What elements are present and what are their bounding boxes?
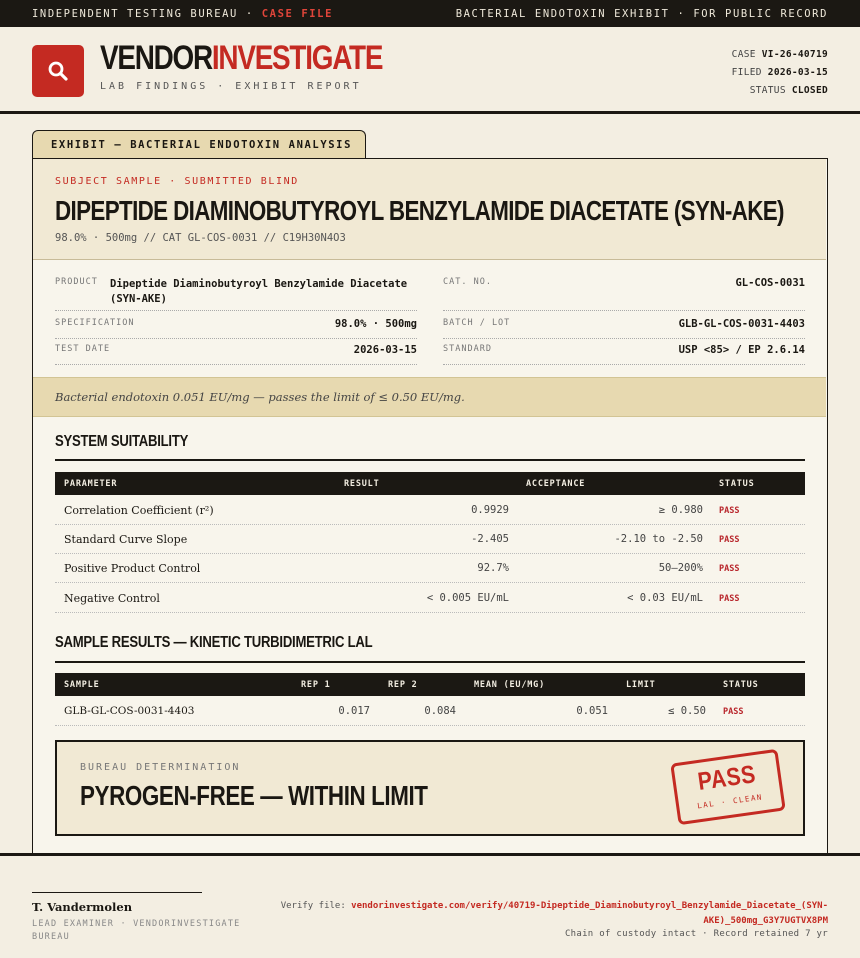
table-row: Negative Control < 0.005 EU/mL < 0.03 EU/mL PASS (55, 584, 805, 613)
status-badge: PASS (719, 564, 740, 574)
topbar-right: BACTERIAL ENDOTOXIN EXHIBIT · FOR PUBLIC RECORD (455, 8, 828, 20)
detail-batch: BATCH / LOT GLB-GL-COS-0031-4403 (443, 318, 805, 340)
verify-label: Verify file: (280, 901, 346, 911)
exhibit-panel (32, 158, 828, 854)
logo[interactable] (32, 45, 84, 97)
col-rep2: REP 2 (388, 680, 418, 690)
top-bar (0, 0, 860, 27)
exhibit-tab: EXHIBIT — BACTERIAL ENDOTOXIN ANALYSIS (32, 130, 366, 159)
case-number: CASE VI-26-40719 (731, 49, 828, 60)
case-meta (732, 46, 828, 100)
test-date-value: 2026-03-15 (353, 344, 417, 356)
determination-value: PYROGEN-FREE — WITHIN LIMIT (80, 780, 428, 811)
subject-specline: 98.0% · 500mg // CAT GL-COS-0031 // C19H30N4O3 (55, 232, 346, 244)
status-badge: PASS (719, 506, 740, 516)
standard-value: USP <85> / EP 2.6.14 (678, 344, 805, 356)
col-sample: SAMPLE (64, 680, 100, 690)
suitability-table-header (55, 472, 805, 495)
col-parameter: PARAMETER (64, 479, 118, 489)
subject-block (33, 159, 826, 260)
table-row: Positive Product Control 92.7% 50–200% PASS (55, 554, 805, 583)
col-mean: MEAN (EU/MG) (474, 680, 546, 690)
case-status: STATUS CLOSED (749, 85, 828, 96)
sample-table-header (55, 673, 805, 696)
status-badge: PASS (719, 535, 740, 545)
verdict-banner (33, 377, 826, 417)
detail-test-date: TEST DATE 2026-03-15 (55, 344, 417, 366)
subject-title: DIPEPTIDE DIAMINOBUTYROYL BENZYLAMIDE DIACETATE (SYN-AKE) (55, 195, 784, 226)
col-status: STATUS (723, 680, 759, 690)
determination-label: BUREAU DETERMINATION (80, 762, 241, 773)
brand-subtitle: LAB FINDINGS · EXHIBIT REPORT (100, 81, 362, 92)
signature-line (32, 892, 202, 893)
sample-results-title: SAMPLE RESULTS — KINETIC TURBIDIMETRIC LAL (55, 634, 373, 651)
table-row: Correlation Coefficient (r²) 0.9929 ≥ 0.980 PASS (55, 496, 805, 525)
topbar-left: INDEPENDENT TESTING BUREAU · CASE FILE (32, 8, 334, 20)
header (0, 27, 860, 114)
custody-note: Chain of custody intact · Record retained 7 yr (564, 929, 828, 939)
col-acceptance: ACCEPTANCE (526, 479, 586, 489)
col-result: RESULT (344, 479, 380, 489)
status-badge: PASS (723, 707, 744, 717)
system-suitability-title: SYSTEM SUITABILITY (55, 433, 189, 450)
section-rule (55, 661, 805, 663)
detail-product: PRODUCT Dipeptide Diaminobutyroyl Benzylamide Diacetate (SYN-AKE) (55, 277, 417, 311)
section-rule (55, 459, 805, 461)
magnifier-icon (46, 59, 70, 83)
verify-link[interactable]: vendorinvestigate.com/verify/40719-Dipeptide_Diaminobutyroyl_Benzylamide_Diacetate_(SYN-AKE)_500mg_G3Y7UGTVX8PM (351, 901, 828, 926)
subject-kicker: SUBJECT SAMPLE · SUBMITTED BLIND (55, 176, 299, 187)
verdict-text: Bacterial endotoxin 0.051 EU/mg — passes the limit of ≤ 0.50 EU/mg. (55, 390, 465, 404)
detail-standard: STANDARD USP <85> / EP 2.6.14 (443, 344, 805, 366)
table-row: GLB-GL-COS-0031-4403 0.017 0.084 0.051 ≤ 0.50 PASS (55, 697, 805, 726)
pass-stamp: PASS LAL · CLEAN (670, 749, 786, 825)
detail-specification: SPECIFICATION 98.0% · 500mg (55, 318, 417, 340)
signer-role: LEAD EXAMINER · VENDORINVESTIGATE BUREAU (32, 919, 241, 942)
catno-value: GL-COS-0031 (735, 277, 805, 289)
batch-value: GLB-GL-COS-0031-4403 (678, 318, 805, 330)
table-row: Standard Curve Slope -2.405 -2.10 to -2.50 PASS (55, 525, 805, 554)
col-status: STATUS (719, 479, 755, 489)
product-value: Dipeptide Diaminobutyroyl Benzylamide Diacetate (SYN-AKE) (110, 278, 408, 305)
brand-wordmark: VENDORINVESTIGATE (100, 39, 383, 77)
signer-name: T. Vandermolen (32, 900, 133, 914)
status-badge: PASS (719, 594, 740, 604)
footer-rule (0, 853, 860, 856)
col-limit: LIMIT (626, 680, 656, 690)
col-rep1: REP 1 (301, 680, 331, 690)
filed-date: FILED 2026-03-15 (731, 67, 828, 78)
case-file-label: CASE FILE (261, 8, 334, 20)
spec-value: 98.0% · 500mg (334, 318, 417, 330)
verify-block (268, 899, 828, 929)
bureau-determination (55, 740, 805, 836)
detail-catno: CAT. NO. GL-COS-0031 (443, 277, 805, 311)
